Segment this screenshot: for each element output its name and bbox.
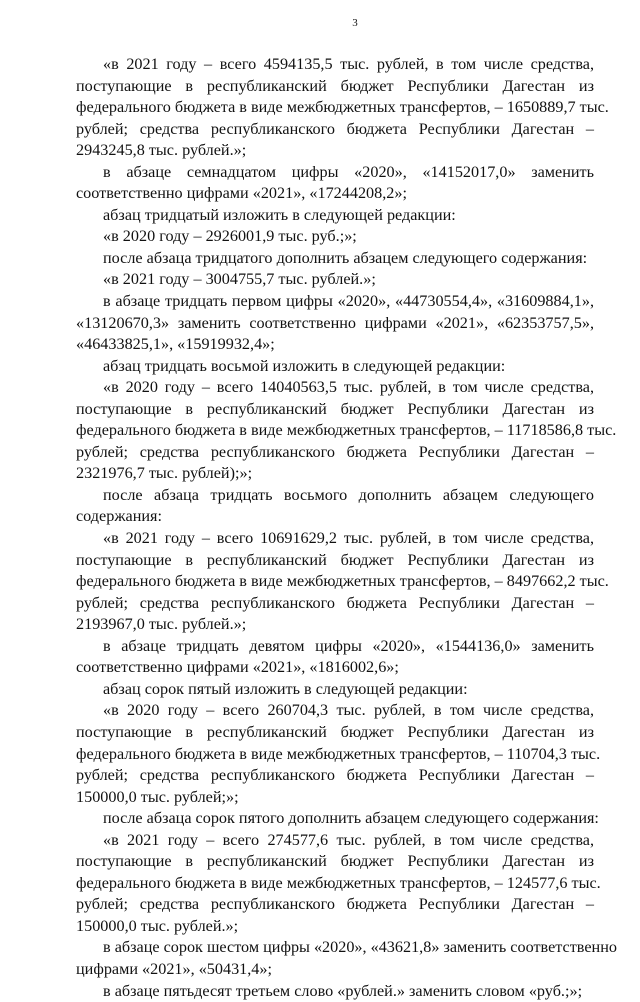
- text-line: соответственно цифрами «2021», «1816002,6»;: [76, 658, 399, 677]
- text-line: «в 2020 году – всего 260704,3 тыс. рублей, в том числе средства,: [103, 701, 594, 720]
- text-line: федерального бюджета в виде межбюджетных трансфертов, – 124577,6 тыс.: [76, 873, 601, 892]
- text-line: 2321976,7 тыс. рублей);»;: [76, 464, 253, 483]
- paragraph: [76, 485, 594, 528]
- text-line: федерального бюджета в виде межбюджетных трансфертов, – 110704,3 тыс.: [76, 744, 601, 763]
- paragraph: [76, 269, 594, 291]
- text-line: федерального бюджета в виде межбюджетных трансфертов, – 11718586,8 тыс.: [76, 421, 617, 440]
- paragraph: [76, 226, 594, 248]
- text-line: цифрами «2021», «50431,4»;: [76, 959, 272, 978]
- paragraph: [76, 830, 601, 938]
- paragraph: [76, 162, 594, 205]
- text-line: 2193967,0 тыс. рублей.»;: [76, 615, 247, 634]
- paragraph: [76, 679, 594, 701]
- document-body: [76, 54, 617, 1002]
- text-line: поступающие в республиканский бюджет Республики Дагестан из: [76, 76, 594, 95]
- text-line: абзац тридцатый изложить в следующей редакции:: [103, 205, 456, 224]
- paragraph: [76, 54, 609, 162]
- text-line: содержания:: [76, 507, 162, 526]
- paragraph: [76, 528, 609, 636]
- paragraph: [76, 377, 617, 485]
- text-line: федерального бюджета в виде межбюджетных трансфертов, – 8497662,2 тыс.: [76, 572, 609, 591]
- text-line: поступающие в республиканский бюджет Республики Дагестан из: [76, 722, 594, 741]
- text-line: после абзаца тридцать восьмого дополнить абзацем следующего: [103, 485, 594, 504]
- text-line: в абзаце семнадцатом цифры «2020», «14152017,0» заменить: [103, 162, 594, 181]
- paragraph: [76, 937, 617, 980]
- text-line: «в 2021 году – всего 4594135,5 тыс. рублей, в том числе средства,: [103, 55, 594, 73]
- paragraph: [76, 291, 594, 356]
- text-line: «в 2020 году – всего 14040563,5 тыс. рублей, в том числе средства,: [103, 378, 594, 397]
- text-line: федерального бюджета в виде межбюджетных трансфертов, – 1650889,7 тыс.: [76, 98, 609, 117]
- text-line: 150000,0 тыс. рублей;»;: [76, 787, 239, 806]
- paragraph: [76, 356, 594, 378]
- page-number: 3: [352, 17, 358, 29]
- text-line: «в 2021 году – всего 274577,6 тыс. рублей, в том числе средства,: [103, 830, 594, 849]
- text-line: «в 2020 году – 2926001,9 тыс. руб.;»;: [103, 227, 357, 246]
- text-line: поступающие в республиканский бюджет Республики Дагестан из: [76, 550, 594, 569]
- text-line: в абзаце пятьдесят третьем слово «рублей.» заменить словом «руб.;»;: [103, 981, 583, 1000]
- paragraph: [76, 248, 594, 270]
- text-line: рублей; средства республиканского бюджета Республики Дагестан –: [76, 766, 594, 785]
- text-line: поступающие в республиканский бюджет Республики Дагестан из: [76, 399, 594, 418]
- paragraph: [76, 205, 594, 227]
- paragraph: [76, 808, 599, 830]
- text-line: рублей; средства республиканского бюджета Республики Дагестан –: [76, 895, 594, 914]
- text-line: «46433825,1», «15919932,4»;: [76, 335, 275, 354]
- text-line: 2943245,8 тыс. рублей.»;: [76, 141, 247, 160]
- text-line: рублей; средства республиканского бюджета Республики Дагестан –: [76, 442, 594, 461]
- text-line: в абзаце тридцать девятом цифры «2020», «1544136,0» заменить: [103, 636, 594, 655]
- text-line: абзац тридцать восьмой изложить в следующей редакции:: [103, 356, 506, 375]
- text-line: «в 2021 году – всего 10691629,2 тыс. рублей, в том числе средства,: [103, 529, 594, 548]
- text-line: рублей; средства республиканского бюджета Республики Дагестан –: [76, 119, 594, 138]
- text-line: «в 2021 году – 3004755,7 тыс. рублей.»;: [103, 270, 376, 289]
- text-line: рублей; средства республиканского бюджета Республики Дагестан –: [76, 593, 594, 612]
- text-line: в абзаце тридцать первом цифры «2020», «44730554,4», «31609884,1»,: [103, 292, 594, 311]
- text-line: «13120670,3» заменить соответственно цифрами «2021», «62353757,5»,: [76, 313, 594, 332]
- paragraph: [76, 981, 594, 1002]
- text-line: поступающие в республиканский бюджет Республики Дагестан из: [76, 852, 594, 871]
- text-line: после абзаца тридцатого дополнить абзацем следующего содержания:: [103, 248, 588, 267]
- text-line: после абзаца сорок пятого дополнить абзацем следующего содержания:: [103, 809, 599, 828]
- text-line: 150000,0 тыс. рублей.»;: [76, 916, 239, 935]
- paragraph: [76, 636, 594, 679]
- text-line: в абзаце сорок шестом цифры «2020», «43621,8» заменить соответственно: [103, 938, 617, 957]
- text-line: абзац сорок пятый изложить в следующей редакции:: [103, 679, 468, 698]
- paragraph: [76, 700, 601, 808]
- text-line: соответственно цифрами «2021», «17244208,2»;: [76, 184, 407, 203]
